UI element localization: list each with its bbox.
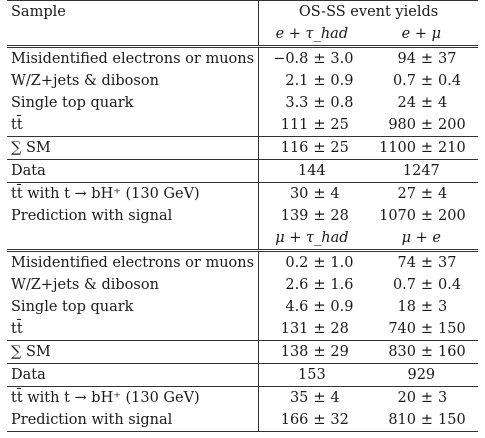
data-row [7, 364, 478, 387]
plus-minus-sign: ± [313, 344, 326, 360]
row-label: Single top quark [11, 299, 134, 315]
yield-uncertainty: 0.8 [330, 95, 354, 111]
yield-uncertainty: 210 [438, 140, 466, 156]
plus-minus-sign: ± [313, 390, 326, 406]
yield-value: 810 [388, 412, 416, 428]
yield-uncertainty: 37 [438, 255, 457, 271]
row-label: Data [11, 163, 46, 179]
plus-minus-sign: ± [420, 117, 434, 133]
yield-value: 94 [397, 51, 416, 67]
sm-total-row [7, 137, 478, 160]
table-row [7, 318, 478, 341]
sm-total-row [7, 341, 478, 364]
plus-minus-sign: ± [313, 186, 326, 202]
yield-uncertainty: 37 [438, 51, 457, 67]
yield-uncertainty: 150 [438, 412, 466, 428]
plus-minus-sign: ± [313, 299, 326, 315]
plus-minus-sign: ± [313, 255, 326, 271]
yield-uncertainty: 29 [330, 344, 349, 360]
yield-value: 74 [397, 255, 416, 271]
yield-value: 27 [397, 186, 416, 202]
row-label: Misidentified electrons or muons [11, 51, 255, 67]
yield-value: 740 [388, 321, 416, 337]
data-row [7, 160, 478, 183]
row-label: Prediction with signal [11, 208, 173, 224]
data-value-b: 929 [407, 367, 436, 383]
yield-value: 139 [259, 205, 313, 227]
yield-uncertainty: 3.0 [330, 51, 354, 67]
plus-minus-sign: ± [313, 117, 326, 133]
row-label: ∑ SM [11, 344, 51, 360]
plus-minus-sign: ± [420, 277, 434, 293]
row-label: Prediction with signal [11, 412, 173, 428]
yield-value: 0.2 [259, 251, 313, 275]
yield-uncertainty: 25 [330, 140, 349, 156]
yield-uncertainty: 1.6 [330, 277, 354, 293]
table-row [7, 251, 478, 275]
data-value-a: 153 [259, 364, 365, 387]
yield-uncertainty: 150 [438, 321, 466, 337]
table-row [7, 47, 478, 71]
event-yields-table [7, 0, 478, 432]
plus-minus-sign: ± [313, 95, 326, 111]
table-row [7, 92, 478, 114]
plus-minus-sign: ± [313, 321, 326, 337]
plus-minus-sign: ± [313, 51, 326, 67]
plus-minus-sign: ± [313, 73, 326, 89]
yield-value: 131 [259, 318, 313, 341]
plus-minus-sign: ± [420, 73, 434, 89]
table-row [7, 274, 478, 296]
yield-value: 166 [259, 409, 313, 432]
prediction-row [7, 409, 478, 432]
signal-row [7, 183, 478, 206]
channel-header-row [7, 23, 478, 47]
yield-value: 1070 [379, 208, 416, 224]
yield-uncertainty: 32 [330, 412, 349, 428]
yield-value: 18 [397, 299, 416, 315]
yield-value: 980 [388, 117, 416, 133]
yield-value: 111 [259, 114, 313, 137]
row-label: tt̄ [11, 117, 23, 133]
yield-uncertainty: 3 [438, 390, 448, 406]
plus-minus-sign: ± [420, 299, 434, 315]
row-label: tt̄ with t → bH⁺ (130 GeV) [11, 186, 200, 202]
channel-a-label: e + τ_had [259, 23, 365, 47]
yield-uncertainty: 160 [438, 344, 466, 360]
data-value-a: 144 [259, 160, 365, 183]
plus-minus-sign: ± [420, 321, 434, 337]
yield-value: 1100 [379, 140, 416, 156]
yield-uncertainty: 0.4 [438, 73, 462, 89]
plus-minus-sign: ± [420, 344, 434, 360]
channel-header-blank [7, 23, 259, 47]
yield-uncertainty: 3 [438, 299, 448, 315]
yield-value: 3.3 [259, 92, 313, 114]
yield-value: 138 [259, 341, 313, 364]
row-label: ∑ SM [11, 140, 51, 156]
row-label: W/Z+jets & diboson [11, 277, 159, 293]
yield-uncertainty: 4 [438, 186, 448, 202]
channel-header-row [7, 227, 478, 251]
yield-value: 30 [259, 183, 313, 206]
header-row [7, 1, 478, 24]
signal-row [7, 387, 478, 410]
yield-uncertainty: 25 [330, 117, 349, 133]
yield-value: 24 [397, 95, 416, 111]
plus-minus-sign: ± [420, 186, 434, 202]
table-row [7, 296, 478, 318]
table-row [7, 114, 478, 137]
yield-uncertainty: 28 [330, 208, 349, 224]
plus-minus-sign: ± [420, 140, 434, 156]
yield-value: 20 [397, 390, 416, 406]
sample-header: Sample [11, 4, 66, 20]
plus-minus-sign: ± [313, 140, 326, 156]
plus-minus-sign: ± [420, 390, 434, 406]
channel-b-label: μ + e [401, 230, 442, 246]
yield-value: 2.1 [259, 70, 313, 92]
yield-value: 4.6 [259, 296, 313, 318]
plus-minus-sign: ± [420, 412, 434, 428]
yield-value: 2.6 [259, 274, 313, 296]
plus-minus-sign: ± [420, 208, 434, 224]
yield-uncertainty: 0.9 [330, 299, 354, 315]
prediction-row [7, 205, 478, 227]
plus-minus-sign: ± [313, 277, 326, 293]
row-label: tt̄ [11, 321, 23, 337]
yield-uncertainty: 200 [438, 117, 466, 133]
yields-header: OS-SS event yields [259, 1, 478, 24]
yield-uncertainty: 1.0 [330, 255, 354, 271]
yield-uncertainty: 28 [330, 321, 349, 337]
yield-uncertainty: 200 [438, 208, 466, 224]
yield-uncertainty: 4 [330, 390, 340, 406]
plus-minus-sign: ± [420, 95, 434, 111]
yield-uncertainty: 4 [330, 186, 340, 202]
row-label: Misidentified electrons or muons [11, 255, 255, 271]
yield-uncertainty: 0.9 [330, 73, 354, 89]
yield-uncertainty: 4 [438, 95, 448, 111]
channel-b-label: e + μ [401, 26, 442, 42]
row-label: Data [11, 367, 46, 383]
yield-value: 830 [388, 344, 416, 360]
yield-value: 116 [259, 137, 313, 160]
channel-header-blank [7, 227, 259, 251]
yield-uncertainty: 0.4 [438, 277, 462, 293]
table-row [7, 70, 478, 92]
plus-minus-sign: ± [420, 51, 434, 67]
plus-minus-sign: ± [313, 208, 326, 224]
channel-a-label: μ + τ_had [259, 227, 365, 251]
row-label: W/Z+jets & diboson [11, 73, 159, 89]
yield-value: −0.8 [259, 47, 313, 71]
plus-minus-sign: ± [313, 412, 326, 428]
yield-value: 0.7 [392, 73, 416, 89]
data-value-b: 1247 [402, 163, 440, 179]
yield-value: 35 [259, 387, 313, 410]
row-label: Single top quark [11, 95, 134, 111]
row-label: tt̄ with t → bH⁺ (130 GeV) [11, 390, 200, 406]
yield-value: 0.7 [392, 277, 416, 293]
plus-minus-sign: ± [420, 255, 434, 271]
